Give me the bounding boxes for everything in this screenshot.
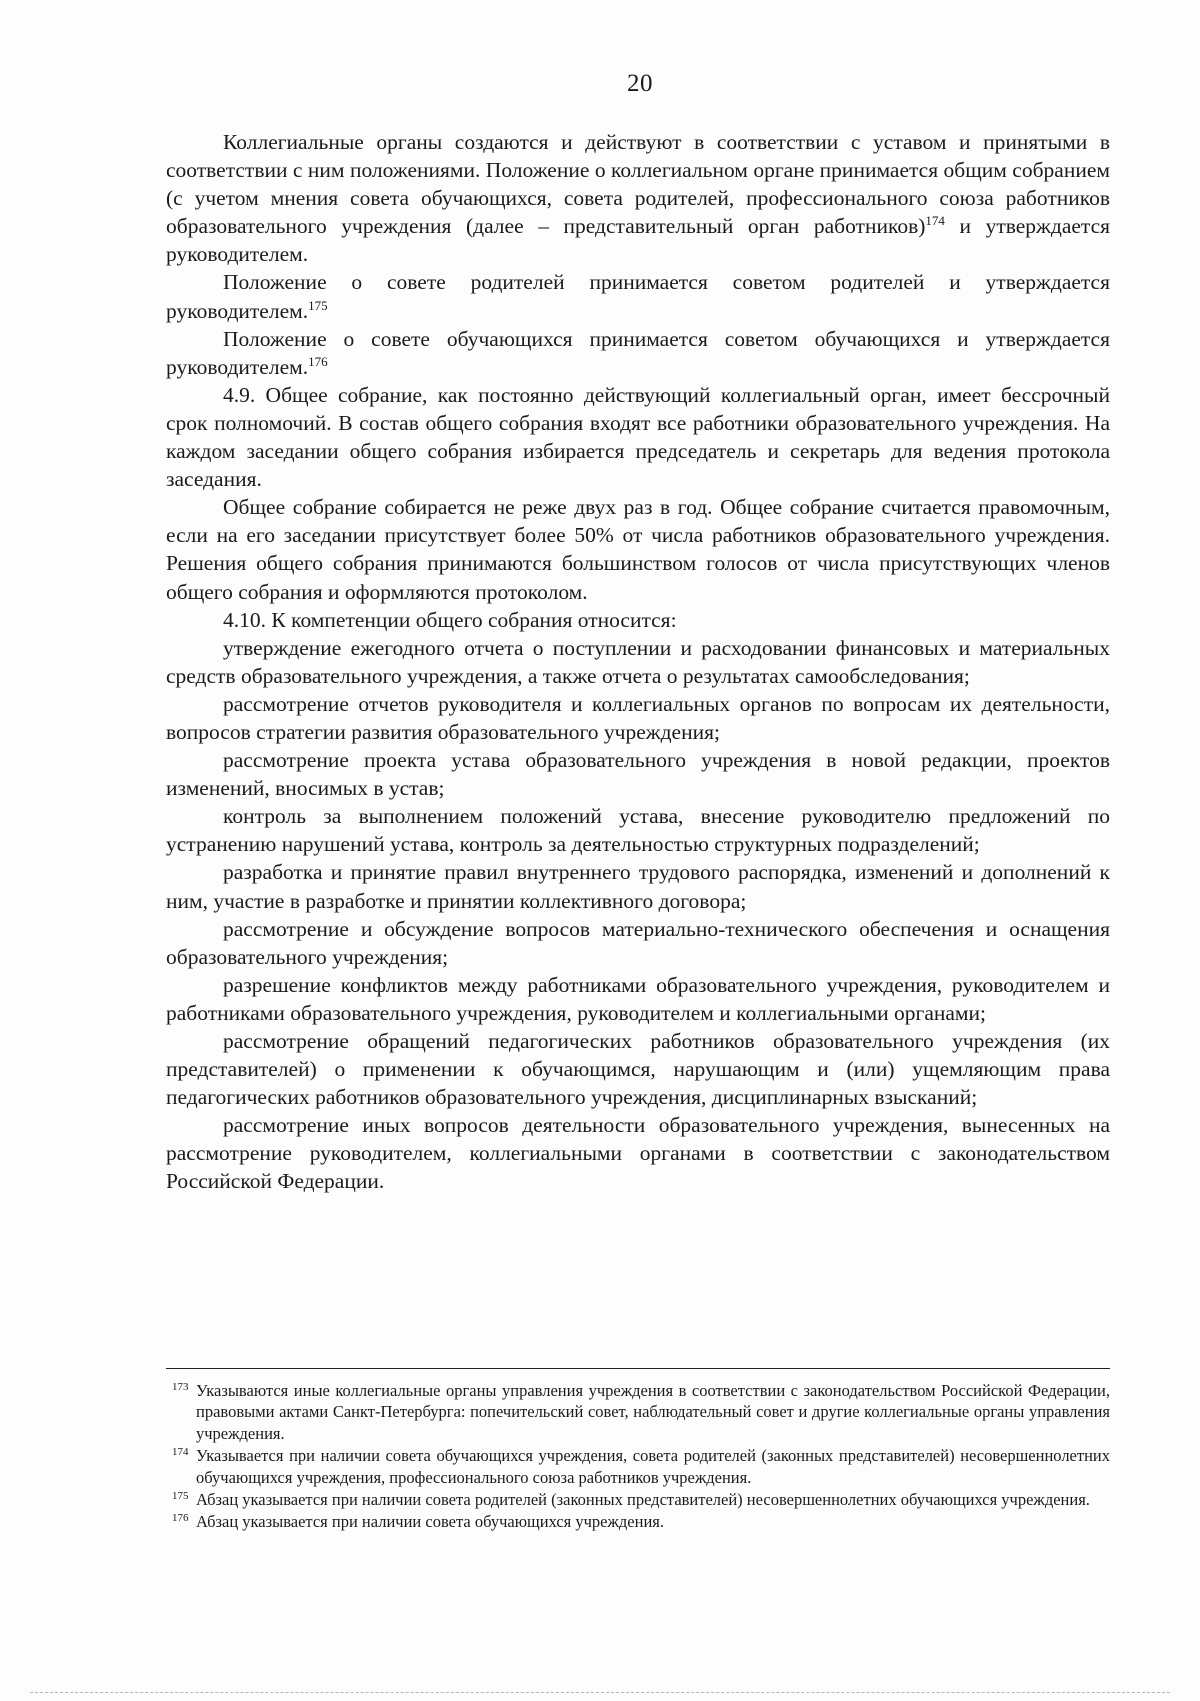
paragraph-4-9: 4.9. Общее собрание, как постоянно действующий коллегиальный орган, имеет бессрочный срок полномочий. В состав общего собрания входят все работники образовательного учреждения. На каждом заседании общего собрания избирается председатель и секретарь для ведения протокола заседания. [166, 382, 1110, 492]
footnote-text: Абзац указывается при наличии совета обучающихся учреждения. [196, 1512, 664, 1532]
paragraph-students-council [166, 325, 1110, 381]
footnote-174 [166, 1445, 1110, 1488]
footnotes [166, 1380, 1110, 1534]
list-item: контроль за выполнением положений устава, внесение руководителю предложений по устранению нарушений устава, контроль за деятельностью структурных подразделений; [166, 804, 1110, 857]
list-item: рассмотрение проекта устава образовательного учреждения в новой редакции, проектов изменений, вносимых в устав; [166, 748, 1110, 801]
paragraph-general-meeting: Общее собрание собирается не реже двух раз в год. Общее собрание считается правомочным, если на его заседании присутствует более 50% от числа работников образовательного учреждения. Решения общего собрания принимаются большинством голосов от числа присутствующих членов общего собрания и оформляются протоколом. [166, 495, 1110, 604]
paragraph-text: Коллегиальные органы создаются и действуют в соответствии с уставом и принятыми в соответствии с ним положениями. Положение о коллегиальном органе принимается общим собранием (с учетом мнения совета обучающихся, совета родителей, профессионального союза работников образовательного учреждения (далее – представительный орган работников) [166, 130, 1110, 239]
footnote-176 [166, 1511, 1110, 1532]
list-item: разрешение конфликтов между работниками образовательного учреждения, руководителем и работниками образовательного учреждения, руководителем и коллегиальными органами; [166, 972, 1110, 1025]
footnote-number: 175 [172, 1490, 189, 1503]
list-item: рассмотрение отчетов руководителя и коллегиальных органов по вопросам их деятельности, вопросов стратегии развития образовательного учреждения; [166, 691, 1110, 744]
footnote-number: 176 [172, 1512, 189, 1525]
footnote-text: Указываются иные коллегиальные органы управления учреждения в соответствии с законодательством Российской Федерации, правовыми актами Санкт-Петербурга: попечительский совет, наблюдательный совет и другие коллегиальные органы управления учреждения. [196, 1381, 1110, 1443]
footnote-ref[interactable]: 174 [925, 213, 945, 229]
paragraph-text: и утверждается руководителем. [166, 214, 1110, 267]
footnote-ref[interactable]: 176 [308, 353, 328, 369]
list-item: утверждение ежегодного отчета о поступлении и расходовании финансовых и материальных средств образовательного учреждения, а также отчета о результатах самообследования; [166, 635, 1110, 688]
paragraph-4-10: 4.10. К компетенции общего собрания относится: [223, 607, 677, 632]
paragraph-collegial-bodies [166, 128, 1110, 268]
list-item: рассмотрение и обсуждение вопросов материально-технического обеспечения и оснащения образовательного учреждения; [166, 916, 1110, 969]
scan-edge-marks [30, 1692, 1170, 1696]
page-number: 20 [627, 70, 653, 97]
footnote-175 [166, 1489, 1110, 1510]
footnote-text: Абзац указывается при наличии совета родителей (законных представителей) несовершеннолетних обучающихся учреждения. [196, 1490, 1090, 1510]
main-text [166, 128, 1110, 1196]
footnote-divider [166, 1368, 1110, 1369]
footnote-number: 173 [172, 1381, 189, 1393]
footnote-text: Указывается при наличии совета обучающихся учреждения, совета родителей (законных представителей) несовершеннолетних обучающихся учреждения, профессионального союза работников учреждения. [196, 1446, 1110, 1487]
footnote-number: 174 [172, 1446, 189, 1459]
footnote-ref[interactable]: 175 [308, 297, 328, 313]
list-item: рассмотрение обращений педагогических работников образовательного учреждения (их представителей) о применении к обучающимся, нарушающим и (или) ущемляющим права педагогических работников образовательного учреждения, дисциплинарных взысканий; [166, 1029, 1110, 1110]
paragraph-text: Положение о совете обучающихся принимается советом обучающихся и утверждается руководителем. [166, 326, 1110, 379]
list-item: рассмотрение иных вопросов деятельности образовательного учреждения, вынесенных на рассмотрение руководителем, коллегиальными органами в соответствии с законодательством Российской Федерации. [166, 1113, 1110, 1194]
paragraph-parents-council [166, 268, 1110, 324]
list-item: разработка и принятие правил внутреннего трудового распорядка, изменений и дополнений к ним, участие в разработке и принятии коллективного договора; [166, 860, 1110, 913]
paragraph-text: Положение о совете родителей принимается советом родителей и утверждается руководителем. [166, 270, 1110, 323]
footnote-173 [166, 1380, 1110, 1444]
